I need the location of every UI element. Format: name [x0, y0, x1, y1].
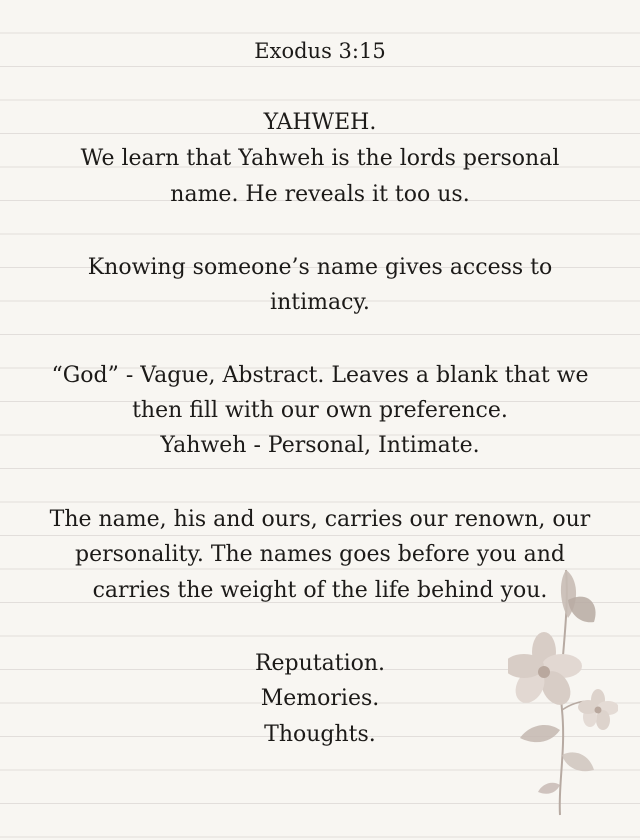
- flower-illustration: [508, 560, 618, 820]
- text-line-yahweh: YAHWEH.: [263, 110, 377, 135]
- leaf-icon: [520, 725, 560, 742]
- text-line-thoughts: Thoughts.: [264, 722, 376, 747]
- leaf-icon: [568, 597, 596, 623]
- page-title: Exodus 3:15: [254, 39, 386, 63]
- flower-bloom-icon: [578, 689, 618, 730]
- text-line: name. He reveals it too us.: [170, 182, 470, 207]
- text-line: intimacy.: [270, 290, 370, 315]
- flower-bloom-icon: [508, 632, 582, 710]
- text-line: We learn that Yahweh is the lords personal: [80, 146, 560, 171]
- text-line: The name, his and ours, carries our renown, our: [49, 507, 591, 532]
- text-line: “God” - Vague, Abstract. Leaves a blank that we: [51, 363, 589, 388]
- text-line-memories: Memories.: [260, 686, 380, 711]
- text-line: Yahweh - Personal, Intimate.: [160, 433, 480, 458]
- text-line: personality. The names goes before you and: [74, 542, 565, 567]
- text-line: then fill with our own preference.: [132, 398, 508, 423]
- text-line: carries the weight of the life behind you.: [92, 578, 548, 603]
- leaf-icon: [562, 752, 594, 771]
- leaf-icon: [538, 783, 560, 794]
- text-line: Knowing someone’s name gives access to: [87, 255, 553, 280]
- text-line-reputation: Reputation.: [254, 651, 386, 676]
